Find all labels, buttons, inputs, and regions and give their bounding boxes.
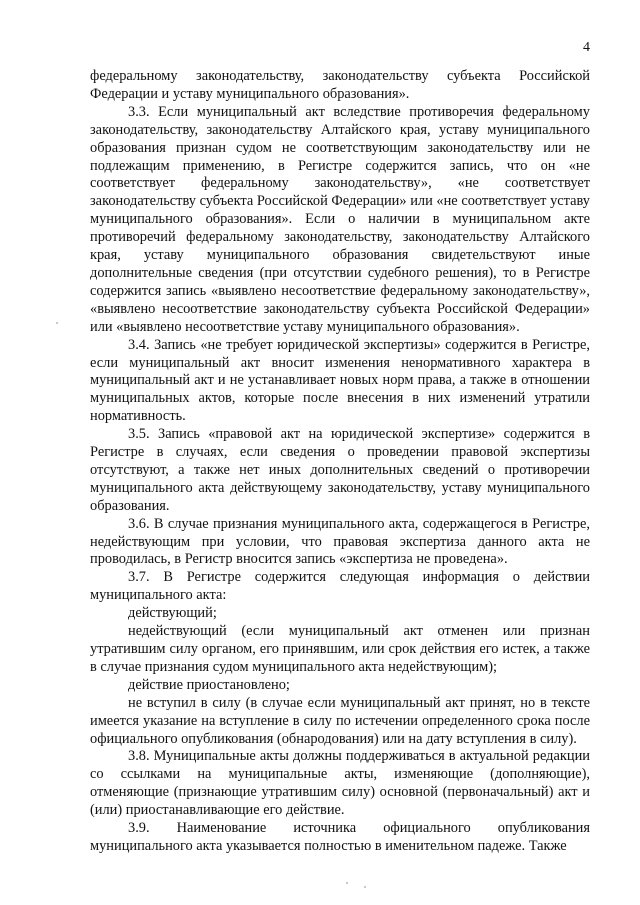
paragraph-3-6: 3.6. В случае признания муниципального акта, содержащегося в Регистре, недействующим при условии, что правовая экспертиза данного акта не проводилась, в Регистр вносится запись «экспертиза не проведена». (90, 515, 590, 568)
paragraph-3-8: 3.8. Муниципальные акты должны поддерживаться в актуальной редакции со ссылками на муниципальные акты, изменяющие (дополняющие), отменяющие (признающие утратившим силу) основной (первоначальный) акт и (или) приостанавливающие его действие. (90, 748, 590, 819)
paragraph-3-3: 3.3. Если муниципальный акт вследствие противоречия федеральному законодательству, законодательству Алтайского края, уставу муниципального образования признан судом не соответствующим законодательству или не подлежащим применению, в Регистре содержится запись, что он «не соответствует федеральному законодательству», «не соответствует законодательству субъекта Российской Федерации» или «не соответствует уставу муниципального образования». Если о наличии в муниципальном акте противоречий федеральному законодательству, законодательству Алтайского края, уставу муниципального образования свидетельствуют иные дополнительные сведения (при отсутствии судебного решения), то в Регистре содержится запись «выявлено несоответствие федеральному законодательству», «выявлено несоответствие законодательству субъекта Российской Федерации» или «выявлено несоответствие уставу муниципального образования». (90, 103, 590, 335)
paragraph-3-4: 3.4. Запись «не требует юридической экспертизы» содержится в Регистре, если муниципальный акт вносит изменения ненормативного характера в муниципальный акт и не устанавливает новых норм права, а также в отношении муниципальных актов, которые после внесения в них изменений утратили нормативность. (90, 336, 590, 425)
list-item-active: действующий; (128, 605, 217, 622)
paragraph-continuation: федеральному законодательству, законодательству субъекта Российской Федерации и уставу муниципального образования». (90, 68, 590, 102)
page-number: 4 (583, 40, 590, 55)
paragraph-3-9: 3.9. Наименование источника официального опубликования муниципального акта указывается полностью в именительном падеже. Также (90, 820, 590, 854)
scan-speck (346, 882, 348, 884)
paragraph-3-7: 3.7. В Регистре содержится следующая информация о действии муниципального акта: (90, 569, 590, 604)
scan-speck (364, 886, 366, 888)
list-item-suspended: действие приостановлено; (128, 676, 290, 693)
document-body (90, 68, 590, 856)
scan-speck (56, 322, 58, 324)
list-item-not-in-force: не вступил в силу (в случае если муниципальный акт принят, но в тексте имеется указание на вступление в силу по истечении определенного срока после официального опубликования (обнародования) или на дату вступления в силу). (90, 694, 590, 747)
paragraph-3-5: 3.5. Запись «правовой акт на юридической экспертизе» содержится в Регистре в случаях, если сведения о проведении правовой экспертизы отсутствуют, а также нет иных дополнительных сведений о противоречии муниципального акта действующему законодательству, уставу муниципального образования. (90, 426, 590, 514)
list-item-inactive: недействующий (если муниципальный акт отменен или признан утратившим силу органом, его принявшим, или срок действия его истек, а также в случае признания судом муниципального акта недействующим); (90, 623, 590, 675)
